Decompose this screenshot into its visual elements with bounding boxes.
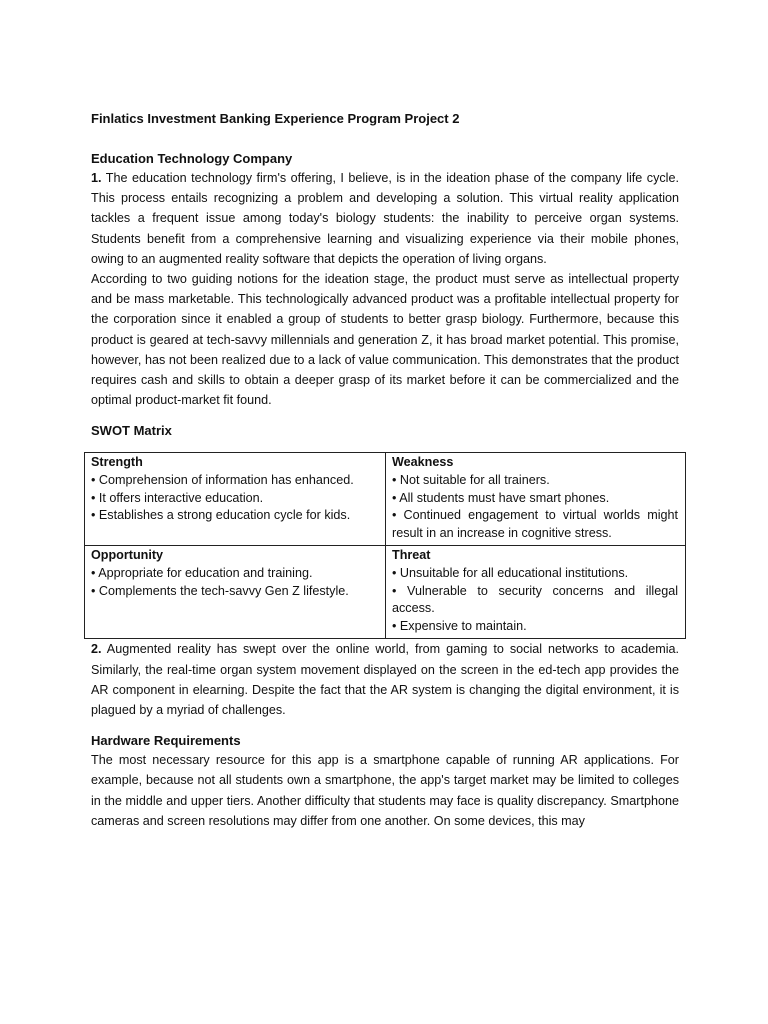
swot-threat-cell [386, 546, 686, 639]
swot-weakness-item: • Continued engagement to virtual worlds might result in an increase in cognitive stress. [392, 508, 678, 540]
section-2-paragraph-1-text: Augmented reality has swept over the online world, from gaming to social networks to academia. Similarly, the real-time organ system movement displayed on the screen in the ed-tech app provides the AR component in elearning. Despite the fact that the AR system is changing the digital environment, it is plagued by a myriad of challenges. [91, 642, 679, 717]
section-1-number: 1. [91, 171, 102, 185]
swot-strength-item: • It offers interactive education. [91, 490, 264, 505]
swot-weakness-cell [386, 453, 686, 546]
swot-threat-item: • Unsuitable for all educational institutions. [392, 566, 629, 580]
swot-threat-item: • Expensive to maintain. [392, 618, 527, 633]
swot-matrix [84, 452, 686, 639]
swot-weakness-item: • All students must have smart phones. [392, 490, 610, 505]
section-1-paragraph-1-text: The education technology firm's offering, I believe, is in the ideation phase of the company life cycle. This process entails recognizing a problem and developing a solution. This virtual reality application tackles a frequent issue among today's biology students: the inability to perceive organ systems. Students benefit from a comprehensive learning and visualizing experience via their mobile phones, owing to an augmented reality software that depicts the operation of living organs. [91, 171, 679, 266]
section-2-number: 2. [91, 642, 102, 657]
section-2-paragraph-1 [91, 639, 679, 720]
section-1-paragraph-1 [91, 168, 679, 269]
section-2-paragraph-2: The most necessary resource for this app is a smartphone capable of running AR applications. For example, because not all students own a smartphone, the app's target market may be limited to colleges in the middle and upper tiers. Another difficulty that students may face is quality discrepancy. Smartphone cameras and screen resolutions may differ from one another. On some devices, this may [91, 753, 679, 828]
hardware-requirements-heading: Hardware Requirements [91, 733, 241, 749]
swot-threat-item: • Vulnerable to security concerns and illegal access. [392, 583, 678, 616]
swot-opportunity-item: • Appropriate for education and training. [91, 566, 313, 580]
swot-strength-item: • Comprehension of information has enhanced. [91, 473, 354, 488]
swot-strength-item: • Establishes a strong education cycle for kids. [91, 508, 351, 523]
swot-strength-label: Strength [91, 455, 143, 470]
document-subtitle: Education Technology Company [91, 151, 293, 166]
swot-heading: SWOT Matrix [91, 423, 172, 439]
swot-opportunity-cell [85, 546, 386, 639]
document-title: Finlatics Investment Banking Experience Program Project 2 [91, 111, 460, 126]
swot-weakness-item: • Not suitable for all trainers. [392, 473, 550, 488]
swot-strength-cell [85, 453, 386, 546]
swot-weakness-label: Weakness [392, 455, 454, 470]
swot-opportunity-item: • Complements the tech-savvy Gen Z lifestyle. [91, 583, 349, 598]
document-body [91, 110, 679, 831]
swot-opportunity-label: Opportunity [91, 548, 164, 563]
section-1-paragraph-2: According to two guiding notions for the ideation stage, the product must serve as intellectual property and be mass marketable. This technologically advanced product was a profitable intellectual property for the corporation since it enabled a group of students to better grasp biology. Furthermore, because this product is geared at tech-savvy millennials and generation Z, it has broad market potential. This promise, however, has not been realized due to a lack of value communication. This demonstrates that the product requires cash and skills to obtain a deeper grasp of its market before it can be commercialized and the optimal product-market fit found. [91, 272, 679, 408]
swot-threat-label: Threat [392, 548, 431, 563]
